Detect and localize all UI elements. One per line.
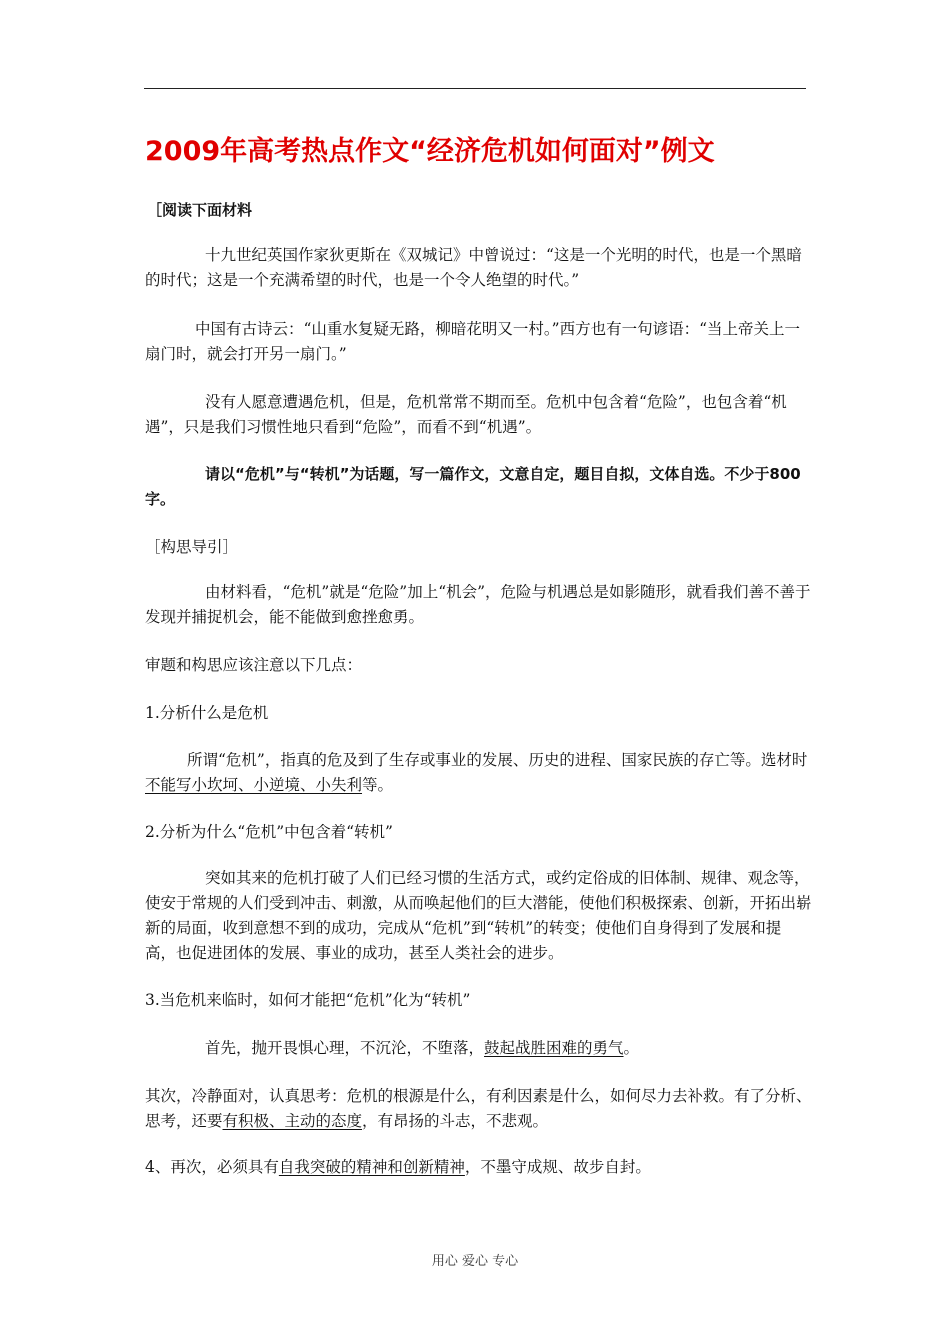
section-4-text: 其次，冷静面对，认真思考：危机的根源是什么，有利因素是什么，如何尽力去补救。有了分析、思考，还要有积极、主动的态度，有昂扬的斗志，不悲观。 <box>145 1087 812 1130</box>
section-3-text: 首先，抛开畏惧心理，不沉沦，不堕落，鼓起战胜困难的勇气。 <box>205 1039 640 1057</box>
section-heading-2: 2.分析为什么“危机”中包含着“转机” <box>145 823 393 841</box>
essay-prompt: 请以“危机”与“转机”为话题，写一篇作文，文意自定，题目自拟，文体自选。不少于800字。 <box>145 465 801 508</box>
underlined-phrase: 不能写小坎坷、小逆境、小失利 <box>145 776 363 794</box>
section-heading-3: 3.当危机来临时，如何才能把“危机”化为“转机” <box>145 991 471 1009</box>
paragraph-poem: 中国有古诗云：“山重水复疑无路，柳暗花明又一村。”西方也有一句谚语：“当上帝关上一扇门时，就会打开另一扇门。” <box>145 320 801 363</box>
paragraph-crisis: 没有人愿意遭遇危机，但是，危机常常不期而至。危机中包含着“危险”，也包含着“机遇”，只是我们习惯性地只看到“危险”，而看不到“机遇”。 <box>145 393 787 436</box>
page-footer: 用心 爱心 专心 <box>431 1254 519 1269</box>
section-1-text: 所谓“危机”，指真的危及到了生存或事业的发展、历史的进程、国家民族的存亡等。选材时不能写小坎坷、小逆境、小失利等。 <box>145 751 808 794</box>
underlined-phrase: 鼓起战胜困难的勇气 <box>484 1039 624 1057</box>
underlined-phrase: 自我突破的精神和创新精神 <box>278 1158 465 1176</box>
guide-heading: ［构思导引］ <box>145 538 239 556</box>
section-2-text: 突如其来的危机打破了人们已经习惯的生活方式，或约定俗成的旧体制、规律、观念等，使安于常规的人们受到冲击、刺激，从而唤起他们的巨大潜能，使他们积极探索、创新，开拓出崭新的局面，收到意想不到的成功，完成从“危机”到“转机”的转变；使他们自身得到了发展和提高，也促进团体的发展、事业的成功，甚至人类社会的进步。 <box>145 869 812 962</box>
guide-paragraph: 由材料看，“危机”就是“危险”加上“机会”，危险与机遇总是如影随形，就看我们善不善于发现并捕捉机会，能不能做到愈挫愈勇。 <box>145 583 811 626</box>
material-heading: ［阅读下面材料 <box>147 201 253 219</box>
underlined-phrase: 有积极、主动的态度 <box>222 1112 363 1130</box>
section-5-text: 4、再次，必须具有自我突破的精神和创新精神，不墨守成规、故步自封。 <box>145 1158 651 1176</box>
guide-intro: 审题和构思应该注意以下几点： <box>145 656 363 674</box>
paragraph-dickens: 十九世纪英国作家狄更斯在《双城记》中曾说过：“这是一个光明的时代，也是一个黑暗的时代；这是一个充满希望的时代，也是一个令人绝望的时代。” <box>145 246 802 289</box>
page-title: 2009年高考热点作文“经济危机如何面对”例文 <box>145 136 715 167</box>
header-rule <box>144 88 806 89</box>
section-heading-1: 1.分析什么是危机 <box>145 704 269 722</box>
